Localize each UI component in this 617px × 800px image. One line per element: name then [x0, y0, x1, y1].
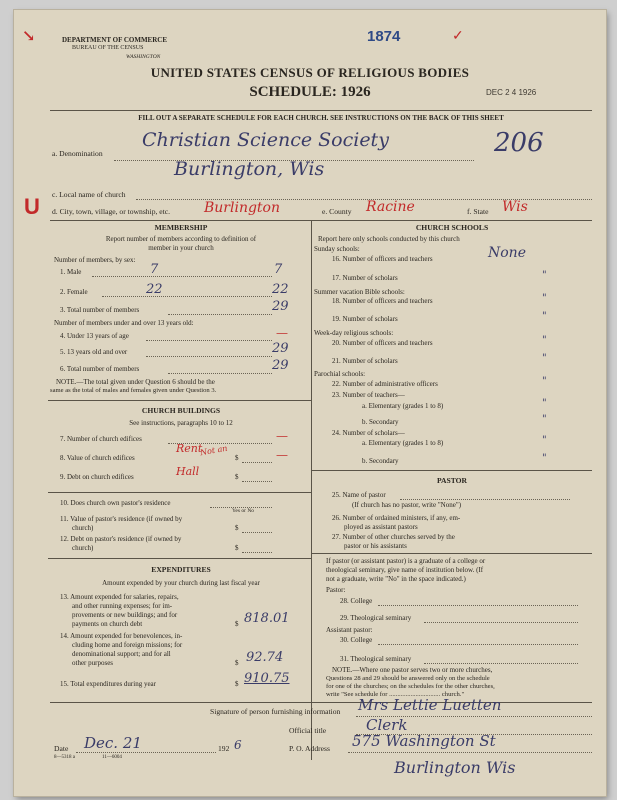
q7-entry: —: [276, 429, 288, 443]
year-prefix: 192: [218, 744, 230, 753]
q11-label: 11. Value of pastor's residence (if owned by: [60, 515, 183, 523]
buildings-sub: See instructions, paragraphs 10 to 12: [129, 419, 233, 427]
q23-label: 23. Number of teachers—: [332, 391, 405, 399]
arrow-mark: ↘: [22, 28, 36, 45]
q2-value: 22: [146, 282, 163, 297]
pastor-sub-label: Pastor:: [326, 586, 346, 594]
membership-intro-1: Report number of members according to definition of: [105, 235, 257, 243]
q24-label: 24. Number of scholars—: [332, 429, 405, 437]
q31-label: 31. Theological seminary: [340, 655, 412, 663]
by-sex-label: Number of members, by sex:: [54, 256, 136, 264]
q17-label: 17. Number of scholars: [332, 274, 398, 282]
column-divider: [311, 220, 312, 760]
q15-label: 15. Total expenditures during year: [60, 680, 156, 688]
city-value: Burlington: [204, 200, 281, 216]
q14-line-4: other purposes: [72, 659, 114, 667]
membership-heading: MEMBERSHIP: [154, 223, 208, 232]
pastor-heading: PASTOR: [436, 476, 468, 485]
instruction-banner: FILL OUT A SEPARATE SCHEDULE FOR EACH CHURCH. SEE INSTRUCTIONS ON THE BACK OF THIS SHEET: [138, 114, 504, 122]
q30-label: 30. College: [340, 636, 373, 644]
q5-label: 5. 13 years old and over: [60, 348, 128, 356]
denomination-value-2: Burlington, Wis: [174, 158, 325, 180]
grad-note-3: not a graduate, write "No" in the space indicated.): [326, 575, 466, 583]
q6-entry: 29: [272, 358, 289, 373]
expenditures-heading: EXPENDITURES: [151, 565, 211, 574]
q29-label: 29. Theological seminary: [340, 614, 412, 622]
q6-label: 6. Total number of members: [60, 365, 140, 373]
expenditures-sub: Amount expended by your church during last fiscal year: [102, 579, 260, 587]
local-name-label: c. Local name of church: [52, 190, 126, 199]
q9-label: 9. Debt on church edifices: [60, 473, 134, 481]
q16-label: 16. Number of officers and teachers: [332, 255, 433, 263]
q25-hint: (If church has no pastor, write "None"): [352, 501, 462, 509]
schools-heading: CHURCH SCHOOLS: [415, 223, 489, 232]
q24b-label: b. Secondary: [362, 457, 399, 465]
title-value: Clerk: [366, 716, 408, 734]
q4-entry: —: [276, 326, 288, 340]
print-code: 8—5318 a: [54, 755, 75, 760]
census-schedule-sheet: DEPARTMENT OF COMMERCE BUREAU OF THE CENSUS WASHINGTON 1874 ✓ ↘ UNITED STATES CENSUS OF RELIGIOUS BODIES SCHEDULE: 1926 DEC 2 4 1926 FILL OUT A SEPARATE SCHEDULE FOR EACH CHURCH. SEE INSTRUCTIONS ON THE BACK OF THIS SHEET a. Denomination Christian Science Society Burlington, Wis 206 c. Local name of church U d. City, town, village, or township, etc. Burlington e. County Racine f. State Wis MEMBERSHIP Report number of members according to definition of member in your church Number of members, by sex: 1. Male 7 7 2. Female 22 22 3. Total number of members 29 Number of members under and over 13 years old: 4. Under 13 years of age — 5. 13 years old and over 29 6. Total number of members 29 NOTE.—The total given under Question 6 should be the same as the total of males and females given under Question 3. CHURCH BUILDINGS See instructions, paragraphs 10 to 12 7. Number of church edifices — 8. Value of church edifices Rent Not an $ — 9. Debt on church edifices Hall $ 10. Does church own pastor's residence Yes or No 11. Value of pastor's residence (if owned by church) $ 12. Debt on pastor's residence (if owned by church) $ EXPENDITURES Amount expended by your church during last fiscal year 13. Amount expended for salaries, repairs, and other running expenses; for im- provements or new buildings; and for payments on church debt $ 818.01 14. Amount expended for benevolences, in- cluding home and foreign missions; for denominational support; and for all other purposes $ 92.74 15. Total expenditures during year $ 910.75 CHURCH SCHOOLS Report here only schools conducted by this church Sunday schools: 16. Number of officers and teachers None 17. Number of scholars " Summer vacation Bible schools: 18. Number of officers and teachers " 19. Number of scholars " Week-day religious schools: 20. Number of officers and teachers " 21. Number of scholars " Parochial schools: 22. Number of administrative officers " 23. Number of teachers— a. Elementary (grades 1 to 8) " b. Secondary " 24. Number of scholars— a. Elementary (grades 1 to 8) " b. Secondary " PASTOR 25. Name of pastor (If church has no pastor, write "None") 26. Number of ordained ministers, if any, em- ployed as assistant pastors 27. Number of other churches served by the pastor or his assistants If pastor (or assistant pastor) is a graduate of a college or theological seminary, give name of institution below. (If not a graduate, write "No" in the space indicated.) Pastor: 28. College 29. Theological seminary Assistant pastor: 30. College 31. Theological seminary NOTE.—Where one pastor serves two or more churches, Questions 28 and 29 should be answered only on the schedule for one of the churches; on the schedules for the other churches, write "See schedule for ............................... church." Signature of person furnishing information Mrs Lettie Luetten Official title Clerk Date Dec. 21 192 6 8—5318 a 11—6004 P. O. Address 575 Washington St Burlington Wis: [14, 10, 606, 796]
q14-value: 92.74: [246, 650, 284, 665]
title-label: Official title: [289, 726, 327, 735]
q27-label-2: pastor or his assistants: [344, 542, 407, 550]
state-value: Wis: [502, 199, 528, 215]
q4-label: 4. Under 13 years of age: [60, 332, 129, 340]
q18-label: 18. Number of officers and teachers: [332, 297, 433, 305]
header-rule: [50, 110, 592, 111]
year-digit: 6: [234, 738, 242, 752]
q23a-label: a. Elementary (grades 1 to 8): [362, 402, 444, 410]
q14-line-1: 14. Amount expended for benevolences, in-: [60, 632, 183, 640]
denomination-value: Christian Science Society: [142, 129, 389, 151]
place-name: WASHINGTON: [126, 54, 161, 60]
buildings-heading: CHURCH BUILDINGS: [141, 406, 221, 415]
q28-label: 28. College: [340, 597, 373, 605]
q3-label: 3. Total number of members: [60, 306, 140, 314]
sunday-label: Sunday schools:: [314, 245, 360, 253]
grad-note-1: If pastor (or assistant pastor) is a graduate of a college or: [326, 557, 486, 565]
q5-entry: 29: [272, 341, 289, 356]
state-label: f. State: [467, 207, 489, 216]
q7-label: 7. Number of church edifices: [60, 435, 142, 443]
address-label: P. O. Address: [289, 744, 330, 753]
schools-intro: Report here only schools conducted by this church: [318, 235, 460, 243]
date-label: Date: [54, 744, 69, 753]
pastor-note-3: for one of the churches; on the schedules for the other churches,: [326, 683, 495, 690]
dept-name: DEPARTMENT OF COMMERCE: [62, 36, 168, 44]
address-value: 575 Washington St: [352, 732, 496, 750]
q8-label: 8. Value of church edifices: [60, 454, 135, 462]
denomination-label: a. Denomination: [52, 149, 103, 158]
check-mark: ✓: [452, 29, 464, 44]
q19-label: 19. Number of scholars: [332, 315, 398, 323]
q15-value: 910.75: [244, 671, 290, 686]
signature-value: Mrs Lettie Luetten: [358, 696, 502, 714]
pastor-note-1: NOTE.—Where one pastor serves two or more churches,: [332, 666, 493, 674]
q11-label-2: church): [72, 524, 94, 532]
summer-label: Summer vacation Bible schools:: [314, 288, 405, 296]
date-value: Dec. 21: [84, 734, 142, 752]
address-value-2: Burlington Wis: [394, 758, 516, 777]
q25-label: 25. Name of pastor: [332, 491, 386, 499]
pastor-note-4: write "See schedule for ............................... church.": [326, 691, 465, 698]
parochial-label: Parochial schools:: [314, 370, 366, 378]
q13-line-2: and other running expenses; for im-: [72, 602, 173, 610]
q12-label: 12. Debt on pastor's residence (if owned by: [60, 535, 182, 543]
q13-line-1: 13. Amount expended for salaries, repairs,: [60, 593, 179, 601]
membership-note-2: same as the total of males and females given under Question 3.: [50, 387, 217, 394]
q1-value: 7: [150, 262, 159, 277]
date-stamp: DEC 2 4 1926: [486, 88, 537, 97]
margin-mark: U: [24, 194, 40, 219]
q8-extra: Not an: [199, 443, 229, 458]
schedule-title: SCHEDULE: 1926: [249, 84, 371, 100]
q2-entry: 22: [272, 282, 289, 297]
bureau-name: BUREAU OF THE CENSUS: [72, 45, 144, 51]
q21-label: 21. Number of scholars: [332, 357, 398, 365]
q13-value: 818.01: [244, 611, 290, 626]
county-value: Racine: [366, 199, 415, 215]
q1-entry: 7: [274, 262, 283, 277]
pastor-note-2: Questions 28 and 29 should be answered only on the schedule: [326, 675, 490, 682]
q14-line-3: denominational support; and for all: [72, 650, 171, 658]
q10-label: 10. Does church own pastor's residence: [60, 499, 171, 507]
q22-label: 22. Number of administrative officers: [332, 380, 438, 388]
q8-entry: Rent: [176, 442, 203, 455]
q14-line-2: cluding home and foreign missions; for: [72, 641, 183, 649]
q1-label: 1. Male: [60, 268, 82, 276]
form-title: UNITED STATES CENSUS OF RELIGIOUS BODIES: [150, 65, 470, 80]
county-label: e. County: [322, 207, 352, 216]
signature-label: Signature of person furnishing information: [210, 707, 341, 716]
q16-entry: None: [488, 245, 526, 261]
q13-line-3: provements or new buildings; and for: [72, 611, 178, 619]
q26-label: 26. Number of ordained ministers, if any, em-: [332, 514, 461, 522]
grad-note-2: theological seminary, give name of institution below. (If: [326, 566, 484, 574]
yesno-hint: Yes or No: [232, 508, 255, 514]
q27-label: 27. Number of other churches served by the: [332, 533, 455, 541]
q13-line-4: payments on church debt: [72, 620, 143, 628]
section-rule: [50, 220, 592, 221]
q12-label-2: church): [72, 544, 94, 552]
membership-note-1: NOTE.—The total given under Question 6 should be the: [56, 378, 215, 386]
schedule-code: 206: [494, 128, 544, 158]
city-label: d. City, town, village, or township, etc.: [52, 207, 171, 216]
form-number: 1874: [367, 28, 401, 45]
q9-entry: Hall: [176, 465, 200, 478]
assistant-sub-label: Assistant pastor:: [326, 626, 373, 634]
q26-label-2: ployed as assistant pastors: [344, 523, 418, 531]
q2-label: 2. Female: [60, 288, 88, 296]
q3-entry: 29: [272, 299, 289, 314]
q24a-label: a. Elementary (grades 1 to 8): [362, 439, 444, 447]
membership-intro-2: member in your church: [148, 244, 214, 252]
q20-label: 20. Number of officers and teachers: [332, 339, 433, 347]
q8-dash: —: [276, 448, 288, 462]
q23b-label: b. Secondary: [362, 418, 399, 426]
age-intro: Number of members under and over 13 years old:: [54, 319, 194, 327]
print-code-2: 11—6004: [102, 755, 122, 760]
weekday-label: Week-day religious schools:: [314, 329, 394, 337]
